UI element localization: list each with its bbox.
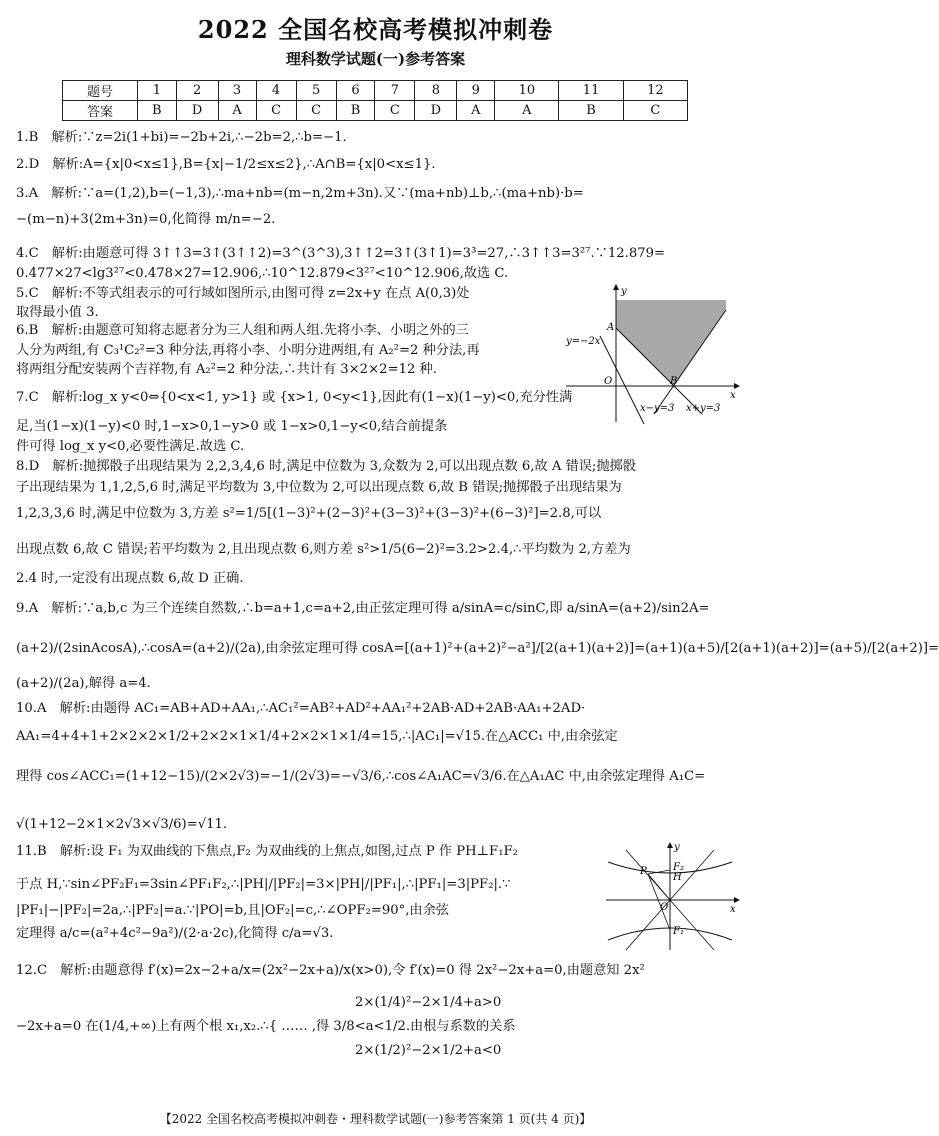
table-row-label: 答案 xyxy=(63,101,138,121)
table-cell-answer: D xyxy=(176,101,218,121)
solution-line: 12.C 解析:由题意得 f′(x)=2x−2+a/x=(2x²−2x+a)/x(x>0),令 f′(x)=0 得 2x²−2x+a=0,由题意知 2x² xyxy=(16,963,645,978)
solution-line: 定理得 a/c=(a²+4c²−9a²)/(2·a·2c),化简得 c/a=√3. xyxy=(16,926,334,941)
solution-line: √(1+12−2×1×2√3×√3/6)=√11. xyxy=(16,817,228,832)
solution-line: (a+2)/(2sinAcosA),∴cosA=(a+2)/(2a),由余弦定理可得 cosA=[(a+1)²+(a+2)²−a²]/[2(a+1)(a+2)]=(a+1)(a+5)/[2(a+1)(a+2)]=(a+5)/[2(a+2)]= xyxy=(16,641,939,656)
table-cell-answer: D xyxy=(415,101,457,121)
table-row-label: 题号 xyxy=(63,81,138,101)
table-cell-answer: A xyxy=(457,101,495,121)
table-cell-answer: B xyxy=(138,101,177,121)
answer-table-answer-row xyxy=(63,101,688,121)
solution-line: −2x+a=0 在(1/4,+∞)上有两个根 x₁,x₂.∴{ …… ,得 3/8<a<1/2.由根与系数的关系 xyxy=(16,1019,516,1034)
feasible-region-figure xyxy=(566,284,741,424)
solution-line: 4.C 解析:由题意可得 3↑↑3=3↑(3↑↑2)=3^(3^3),3↑↑2=3↑(3↑1)=3³=27,∴3↑↑3=3²⁷.∵12.879= xyxy=(16,246,666,261)
y-axis-label: y xyxy=(621,286,627,297)
solution-line: 1.B 解析:∵z=2i(1+bi)=−2b+2i,∴−2b=2,∴b=−1. xyxy=(16,130,347,145)
table-cell-number: 2 xyxy=(176,81,218,101)
origin-label: O xyxy=(604,376,613,387)
table-cell-number: 8 xyxy=(415,81,457,101)
table-cell-answer: A xyxy=(495,101,559,121)
solution-line: 10.A 解析:由题得 AC₁=AB+AD+AA₁,∴AC₁²=AB²+AD²+AA₁²+2AB·AD+2AB·AA₁+2AD· xyxy=(16,701,586,716)
y-axis-arrow xyxy=(667,842,673,848)
solution-line: 9.A 解析:∵a,b,c 为三个连续自然数,∴b=a+1,c=a+2,由正弦定理可得 a/sinA=c/sinC,即 a/sinA=(a+2)/sin2A= xyxy=(16,601,710,616)
solution-line: 2×(1/2)²−2×1/2+a<0 xyxy=(355,1043,502,1058)
y-axis-label: y xyxy=(674,842,680,853)
point-label: P xyxy=(640,866,647,877)
solution-line: 人分为两组,有 C₃¹C₂²=3 种分法,再将小李、小明分进两组,有 A₂²=2 种分法,再 xyxy=(16,343,480,358)
solution-line: 0.477×27<lg3²⁷<0.478×27=12.906,∴10^12.879<3²⁷<10^12.906,故选 C. xyxy=(16,266,509,281)
point-label: F₂ xyxy=(673,862,684,873)
table-cell-answer: B xyxy=(559,101,623,121)
solution-line: 8.D 解析:抛掷骰子出现结果为 2,2,3,4,6 时,满足中位数为 3,众数为 2,可以出现点数 6,故 A 错误;抛掷骰 xyxy=(16,459,636,474)
page-title: 2022 全国名校高考模拟冲刺卷 xyxy=(197,15,554,44)
hyperbola-figure xyxy=(606,840,741,952)
solution-line: 将两组分配安装两个吉祥物,有 A₂²=2 种分法,∴共计有 3×2×2=12 种. xyxy=(16,362,437,377)
point-label: B xyxy=(670,376,678,387)
line-label: x+y=3 xyxy=(686,403,721,414)
table-cell-number: 4 xyxy=(256,81,296,101)
solution-line: 件可得 log_x y<0,必要性满足.故选 C. xyxy=(16,439,245,454)
solution-line: 足,当(1−x)(1−y)<0 时,1−x>0,1−y>0 或 1−x>0,1−y<0,结合前提条 xyxy=(16,419,448,434)
table-cell-answer: B xyxy=(336,101,375,121)
y-axis-arrow xyxy=(613,284,619,290)
table-cell-number: 12 xyxy=(623,81,687,101)
solution-line: 11.B 解析:设 F₁ 为双曲线的下焦点,F₂ 为双曲线的上焦点,如图,过点 P 作 PH⊥F₁F₂ xyxy=(16,844,518,859)
x-axis-label: x xyxy=(730,390,736,401)
table-cell-answer: C xyxy=(296,101,336,121)
solution-line: 1,2,3,3,6 时,满足中位数为 3,方差 s²=1/5[(1−3)²+(2−3)²+(3−3)²+(3−3)²+(6−3)²]=2.8,可以 xyxy=(16,506,602,521)
table-cell-answer: C xyxy=(375,101,415,121)
table-cell-number: 9 xyxy=(457,81,495,101)
answer-table xyxy=(62,80,688,121)
line-label: y=−2x xyxy=(566,336,601,347)
solution-line: −(m−n)+3(2m+3n)=0,化简得 m/n=−2. xyxy=(16,212,276,227)
solution-line: (a+2)/(2a),解得 a=4. xyxy=(16,676,151,691)
table-cell-answer: A xyxy=(218,101,256,121)
shaded-region xyxy=(616,300,726,386)
point-label: F₁ xyxy=(673,926,684,937)
solution-line: 出现点数 6,故 C 错误;若平均数为 2,且出现点数 6,则方差 s²>1/5(6−2)²=3.2>2.4,∴平均数为 2,方差为 xyxy=(16,542,631,557)
table-cell-number: 6 xyxy=(336,81,375,101)
solution-line: 2.D 解析:A={x|0<x≤1},B={x|−1/2≤x≤2},∴A∩B={x|0<x≤1}. xyxy=(16,157,436,172)
segment-po xyxy=(648,874,670,900)
table-cell-number: 10 xyxy=(495,81,559,101)
table-cell-number: 5 xyxy=(296,81,336,101)
answer-table-number-row xyxy=(63,81,688,101)
point-label: A xyxy=(607,322,615,333)
solution-line: 理得 cos∠ACC₁=(1+12−15)/(2×2√3)=−1/(2√3)=−√3/6,∴cos∠A₁AC=√3/6.在△A₁AC 中,由余弦定理得 A₁C= xyxy=(16,769,706,784)
line-label: x−y=3 xyxy=(640,403,675,414)
page-subtitle: 理科数学试题(一)参考答案 xyxy=(285,50,466,68)
table-cell-number: 11 xyxy=(559,81,623,101)
table-cell-number: 1 xyxy=(138,81,177,101)
solution-line: 2×(1/4)²−2×1/4+a>0 xyxy=(355,995,502,1010)
page-footer: 【2022 全国名校高考模拟冲刺卷・理科数学试题(一)参考答案第 1 页(共 4 页)】 xyxy=(159,1112,592,1126)
table-cell-answer: C xyxy=(256,101,296,121)
solution-line: 2.4 时,一定没有出现点数 6,故 D 正确. xyxy=(16,571,244,586)
x-axis-arrow xyxy=(734,383,740,389)
solution-line: 于点 H,∵sin∠PF₂F₁=3sin∠PF₁F₂,∴|PH|/|PF₂|=3×|PH|/|PF₁|,∴|PF₁|=3|PF₂|.∵ xyxy=(16,877,511,892)
solution-line: 7.C 解析:log_x y<0⇔{0<x<1, y>1} 或 {x>1, 0<y<1},因此有(1−x)(1−y)<0,充分性满 xyxy=(16,390,573,405)
point-label: H xyxy=(673,872,682,883)
x-axis-arrow xyxy=(734,897,740,903)
x-axis-label: x xyxy=(730,904,736,915)
table-cell-number: 7 xyxy=(375,81,415,101)
table-cell-number: 3 xyxy=(218,81,256,101)
solution-line: 子出现结果为 1,1,2,5,6 时,满足平均数为 3,中位数为 2,可以出现点数 6,故 B 错误;抛掷骰子出现结果为 xyxy=(16,480,622,495)
solution-line: 6.B 解析:由题意可知将志愿者分为三人组和两人组.先将小李、小明之外的三 xyxy=(16,323,469,338)
solution-line: |PF₁|−|PF₂|=2a,∴|PF₂|=a.∵|PO|=b,且|OF₂|=c,∴∠OPF₂=90°,由余弦 xyxy=(16,903,449,918)
solution-line: 3.A 解析:∵a=(1,2),b=(−1,3),∴ma+nb=(m−n,2m+3n).又∵(ma+nb)⊥b,∴(ma+nb)·b= xyxy=(16,186,584,201)
solution-line: AA₁=4+4+1+2×2×2×1/2+2×2×1×1/4+2×2×1×1/4=15,∴|AC₁|=√15.在△ACC₁ 中,由余弦定 xyxy=(16,729,618,744)
solution-line: 5.C 解析:不等式组表示的可行域如图所示,由图可得 z=2x+y 在点 A(0,3)处 xyxy=(16,286,470,301)
solution-line: 取得最小值 3. xyxy=(16,305,99,320)
table-cell-answer: C xyxy=(623,101,687,121)
origin-label: O xyxy=(660,902,669,913)
